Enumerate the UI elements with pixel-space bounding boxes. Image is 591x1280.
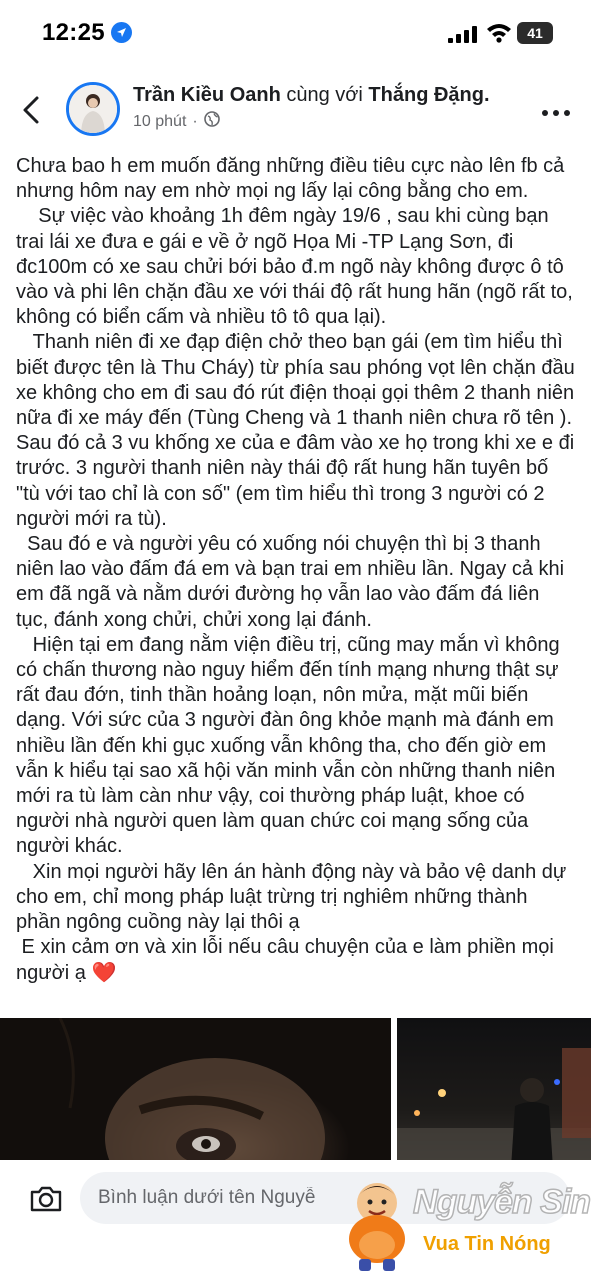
- post-paragraph: Sau đó e và người yêu có xuống nói chuyện thì bị 3 thanh niên lao vào đấm đá em và bạn trai em nhiều lần. Ngay cả khi em đã ngã và nằm dưới đường họ vẫn lao vào đấm đá liên tục, đánh xong chửi, chửi xong lại đánh.: [16, 533, 565, 631]
- back-button[interactable]: [14, 92, 50, 128]
- post-paragraph-last: [16, 935, 576, 985]
- tagged-name[interactable]: Thắng Đặng.: [368, 84, 490, 106]
- post-paragraph: Thanh niên đi xe đạp điện chở theo bạn gái (em tìm hiểu thì biết được tên là Thu Cháy) từ phía sau phóng vọt lên chặn đầu xe không cho em đi sau đó rút điện thoại gọi thêm 2 thanh niên nữa đi xe máy đến (Tùng Cheng và 1 thanh niên chưa rõ tên ). Sau đó cả 3 vu khống xe của e đâm vào xe họ trong khi xe e đi trước. 3 người thanh niên này thái độ rất hung hãn tuyên bố "tù với tao chỉ là con số" (em tìm hiểu thì trong 3 người có 2 người mới ra tù).: [16, 331, 575, 530]
- wifi-icon: [486, 22, 512, 44]
- post-time[interactable]: 10 phút: [133, 112, 187, 130]
- chevron-left-icon: [14, 92, 50, 128]
- camera-icon: [28, 1184, 64, 1214]
- post-body: [16, 154, 576, 986]
- post-paragraph: Xin mọi người hãy lên án hành động này và bảo vệ danh dự cho em, chỉ mong pháp luật trừng trị nghiêm những thành phần ngông cuồng này lại thôi ạ: [16, 860, 567, 934]
- watermark-subtitle: Vua Tin Nóng: [423, 1233, 551, 1255]
- post-paragraph: Chưa bao h em muốn đăng những điều tiêu cực nào lên fb cả nhưng hôm nay em nhờ mọi ng lấy lại công bằng cho em.: [16, 155, 565, 203]
- more-options-button[interactable]: [540, 106, 572, 118]
- heart-emoji: ❤️: [91, 961, 117, 984]
- post-time-line: [133, 111, 513, 132]
- with-text: cùng với: [286, 84, 363, 106]
- post-header: [0, 72, 591, 152]
- cellular-signal-icon: [448, 24, 478, 44]
- watermark: [335, 1175, 591, 1275]
- author-name[interactable]: Trần Kiều Oanh: [133, 84, 281, 106]
- mascot-logo: [335, 1175, 419, 1273]
- post-paragraph: Hiện tại em đang nằm viện điều trị, cũng may mắn vì không có chấn thương nào nguy hiểm đến tính mạng nhưng thật sự rất đau đớn, tinh thần hoảng loạn, nôn mửa, mặt mũi biến dạng. Với sức của 3 người đàn ông khỏe mạnh mà đánh em nhiều lần đến khi gục xuống vẫn không tha, cho đến giờ em vẫn k hiểu tại sao xã hội văn minh vẫn còn những thanh niên mới ra tù làm càn như vậy, coi thường pháp luật, khoe có người nhà người quen làm quan chức coi mạng sống của người khác.: [16, 633, 560, 858]
- author-line: [133, 84, 513, 107]
- status-bar: [0, 0, 591, 68]
- time-separator: ·: [192, 112, 198, 130]
- status-time: 12:25: [42, 19, 105, 46]
- globe-icon: [204, 111, 220, 132]
- battery-indicator: 41: [517, 22, 553, 44]
- camera-button[interactable]: [28, 1184, 64, 1214]
- more-horizontal-icon: [540, 107, 572, 119]
- post-paragraph-text: E xin cảm ơn và xin lỗi nếu câu chuyện của e làm phiền mọi người ạ: [16, 936, 554, 984]
- post-meta: [133, 84, 513, 132]
- post-paragraph: Sự việc vào khoảng 1h đêm ngày 19/6 , sau khi cùng bạn trai lái xe đưa e gái e về ở ngõ Họa Mi -TP Lạng Sơn, đi đc100m có xe sau chửi bới bảo đ.m ngõ này không được ô tô vào và phi lên chặn đầu xe với thái độ rất hung hãn (ngõ rất to, không có biển cấm và nhiều tô tô qua lại).: [16, 205, 573, 329]
- location-arrow-icon: [111, 22, 132, 43]
- watermark-title: Nguyễn Sin: [413, 1183, 591, 1221]
- avatar[interactable]: [66, 82, 120, 136]
